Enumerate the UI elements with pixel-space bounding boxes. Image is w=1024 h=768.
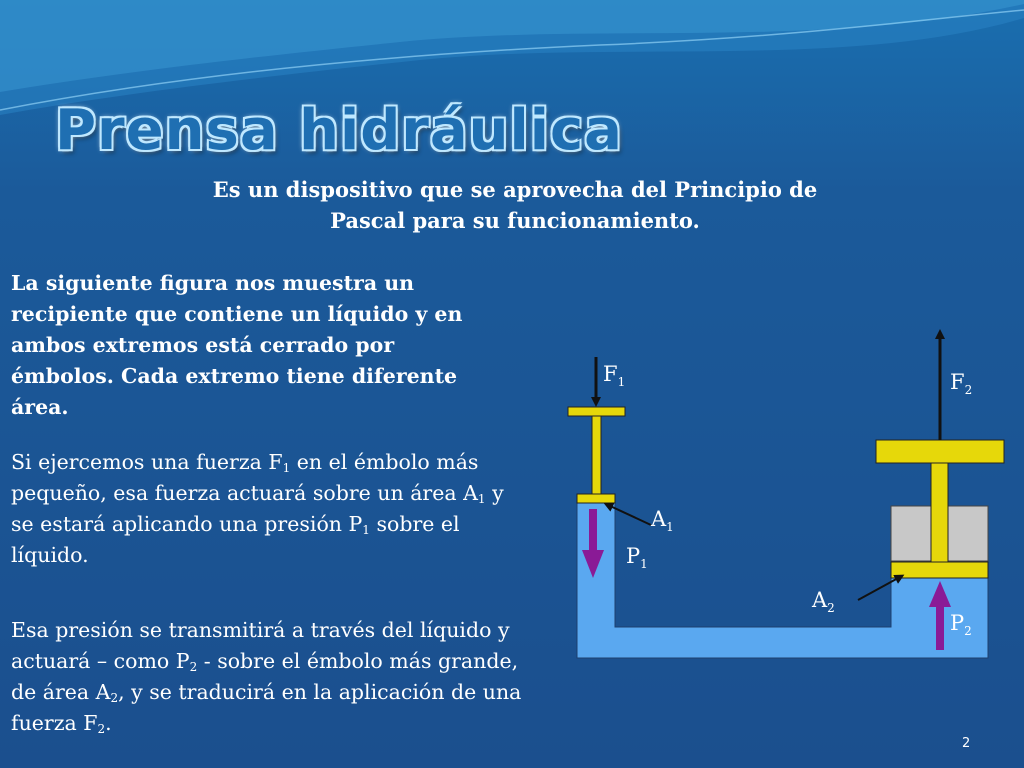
label-base: A [651, 507, 667, 531]
small-piston-handle [568, 407, 625, 416]
large-cylinder-wall-left [891, 506, 931, 561]
label-base: A [812, 588, 828, 612]
subscript: 2 [189, 660, 198, 674]
label-base: P [626, 544, 641, 568]
text-run: sobre el líquido. [11, 512, 460, 567]
large-piston-plate [891, 562, 988, 578]
slide-number: 2 [962, 736, 971, 751]
text-run: . [105, 711, 112, 735]
label-f1 [603, 362, 625, 389]
large-cylinder-wall-right [948, 506, 988, 561]
subscript: 1 [477, 492, 486, 506]
label-subscript: 2 [964, 624, 972, 638]
subscript: 2 [97, 722, 106, 736]
label-subscript: 2 [827, 601, 835, 615]
large-piston-handle [876, 440, 1004, 463]
slide-title: Prensa hidráulica [55, 98, 623, 163]
subscript: 1 [362, 523, 370, 537]
label-f2 [950, 370, 972, 397]
label-subscript: 1 [617, 375, 626, 389]
slide-subtitle: Es un dispositivo que se aprovecha del Principio de Pascal para su funcionamiento. [212, 177, 818, 233]
label-base: F [950, 370, 965, 394]
large-piston-rod [931, 463, 948, 562]
text-run: Esa presión se transmitirá a través del líquido y actuará – como P [11, 618, 510, 673]
label-p1 [626, 544, 648, 571]
label-base: F [603, 362, 618, 386]
label-a1 [650, 507, 674, 534]
text-run: - sobre el émbolo más grande, de área A [11, 649, 519, 704]
label-subscript: 1 [640, 557, 648, 571]
text-run: Si ejercemos una fuerza F [11, 450, 283, 474]
label-a2 [811, 588, 835, 615]
label-subscript: 1 [666, 520, 674, 534]
small-piston-rod [592, 416, 601, 496]
text-run: , y se traducirá en la aplicación de una fuerza F [11, 680, 522, 735]
subscript: 2 [110, 691, 119, 705]
description-paragraph: La siguiente figura nos muestra un recipiente que contiene un líquido y en ambos extremos está cerrado por émbolos. Cada extremo tiene diferente área. [11, 271, 463, 419]
text-run: y se estará aplicando una presión P [11, 481, 504, 536]
small-piston-plate [577, 494, 615, 503]
label-base: P [950, 611, 965, 635]
small-piston [568, 407, 625, 503]
label-subscript: 2 [964, 383, 973, 397]
subscript: 1 [282, 461, 291, 475]
text-run: en el émbolo más pequeño, esa fuerza actuará sobre un área A [11, 450, 479, 505]
